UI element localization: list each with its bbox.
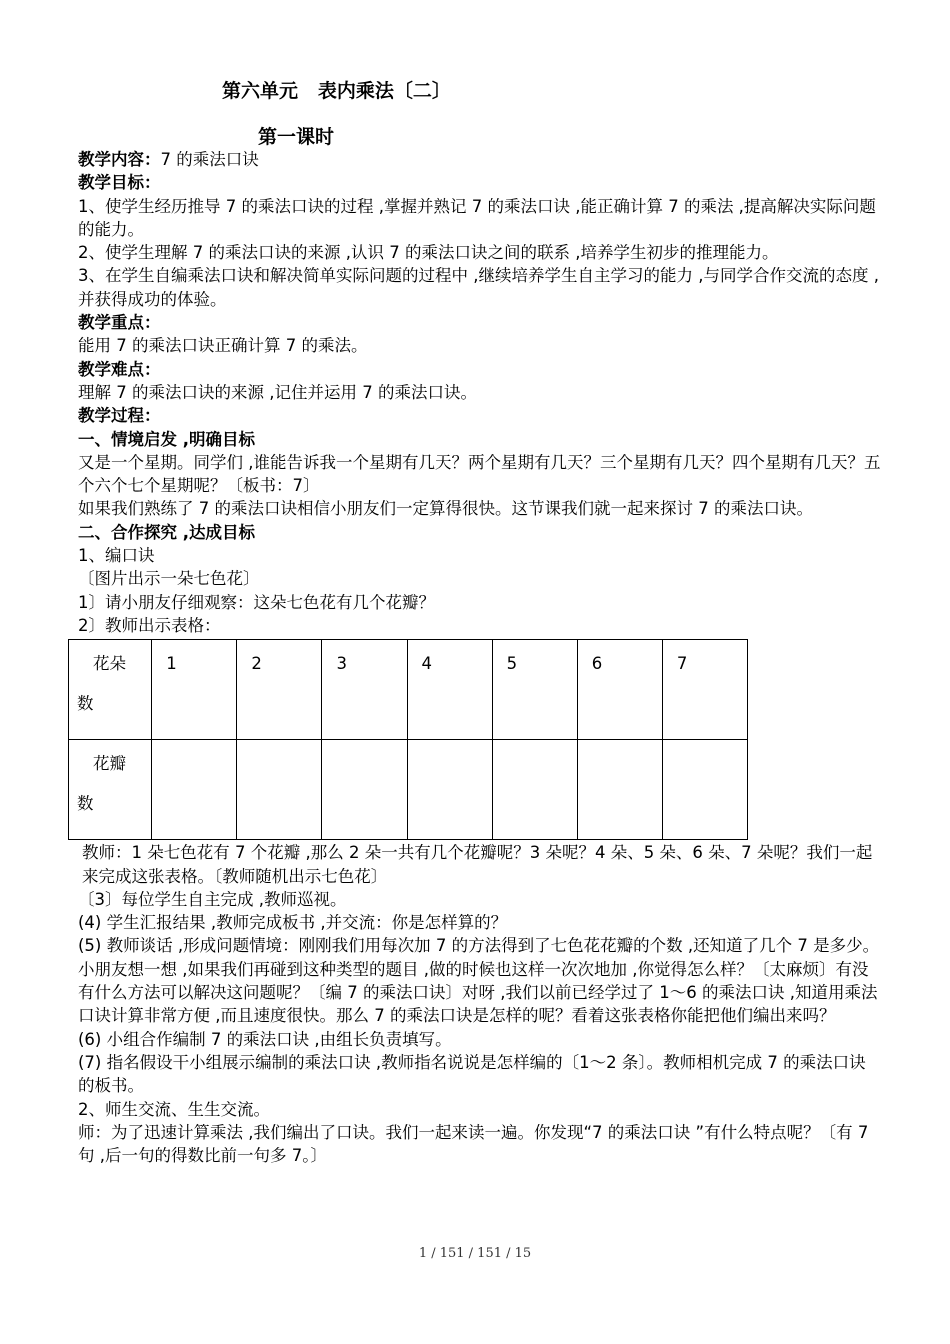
table-cell-empty <box>152 740 237 840</box>
key-point-text: 能用 7 的乘法口诀正确计算 7 的乘法。 <box>78 336 368 356</box>
section-2-heading: 二、合作探究 ,达成目标 <box>78 522 256 542</box>
after-table-line-5: (6) 小组合作编制 7 的乘法口诀 ,由组长负责填写。 <box>78 1029 452 1049</box>
section-1-heading: 一、情境启发 ,明确目标 <box>78 429 256 449</box>
table-cell-empty <box>662 740 747 840</box>
table-cell-number: 6 <box>577 640 662 740</box>
goal-item-1: 1、使学生经历推导 7 的乘法口诀的过程 ,掌握并熟记 7 的乘法口诀 ,能正确计算 7 的乘法 ,提高解决实际问题的能力。 <box>78 196 876 239</box>
content-value: 7 的乘法口诀 <box>160 150 259 169</box>
table-cell-empty <box>407 740 492 840</box>
table-cell-number: 7 <box>662 640 747 740</box>
content-label: 教学内容： <box>78 150 161 169</box>
section-1-paragraph-1: 又是一个星期。同学们 ,谁能告诉我一个星期有几天？两个星期有几天？三个星期有几天？四个星期有几天？五个六个七个星期呢？〔板书：7〕 <box>78 452 881 496</box>
table-cell-empty <box>322 740 407 840</box>
section-1-paragraph-2: 如果我们熟练了 7 的乘法口诀相信小朋友们一定算得很快。这节课我们就一起来探讨 7 的乘法口诀。 <box>78 499 813 519</box>
goal-item-2: 2、使学生理解 7 的乘法口诀的来源 ,认识 7 的乘法口诀之间的联系 ,培养学生初步的推理能力。 <box>78 243 779 263</box>
unit-title: 第六单元 表内乘法〔二〕 <box>222 80 451 102</box>
goals-label: 教学目标： <box>78 173 161 193</box>
table-cell-number: 3 <box>322 640 407 740</box>
table-cell-number: 2 <box>237 640 322 740</box>
goal-item-3: 3、在学生自编乘法口诀和解决简单实际问题的过程中 ,继续培养学生自主学习的能力 ,与同学合作交流的态度 ,并获得成功的体验。 <box>78 266 879 309</box>
after-table-line-3: (4) 学生汇报结果 ,教师完成板书 ,并交流：你是怎样算的？ <box>78 913 508 933</box>
table-cell-number: 1 <box>152 640 237 740</box>
difficulty-label: 教学难点： <box>78 359 161 379</box>
lesson-subtitle: 第一课时 <box>258 126 335 148</box>
section-2-line-3: 1〕请小朋友仔细观察：这朵七色花有几个花瓣？ <box>78 592 435 612</box>
table-cell-empty <box>577 740 662 840</box>
difficulty-text: 理解 7 的乘法口诀的来源 ,记住并运用 7 的乘法口诀。 <box>78 382 477 402</box>
after-table-line-4: (5) 教师谈话 ,形成问题情境：刚刚我们用每次加 7 的方法得到了七色花花瓣的个数 ,还知道了几个 7 是多少。小朋友想一想 ,如果我们再碰到这种类型的题目 ,做的时候也这样一次次地加 ,你觉得怎么样？〔太麻烦〕有没有什么方法可以解决这问题呢？〔编 7 的乘法口诀〕对呀 ,我们以前已经学过了 1～6 的乘法口诀 ,知道用乘法口诀计算非常方便 ,而且速度很快。那么 7 的乘法口诀是怎样的呢？看着这张表格你能把他们编出来吗？ <box>78 936 880 1026</box>
table-row-petals <box>69 740 748 840</box>
table-cell-empty <box>237 740 322 840</box>
page-number: 1 / 151 / 151 / 15 <box>418 1246 532 1261</box>
after-table-line-7: 2、师生交流、生生交流。 <box>78 1099 270 1119</box>
key-point-label: 教学重点： <box>78 313 161 333</box>
row-header-flowers: 花朵 数 <box>69 640 152 740</box>
after-table-line-1: 教师：1 朵七色花有 7 个花瓣 ,那么 2 朵一共有几个花瓣呢？3 朵呢？4 朵、5 朵、6 朵、7 朵呢？我们一起来完成这张表格。〔教师随机出示七色花〕 <box>82 843 873 886</box>
after-table-line-8: 师：为了迅速计算乘法 ,我们编出了口诀。我们一起来读一遍。你发现“7 的乘法口诀 ”有什么特点呢？〔有 7 句 ,后一句的得数比前一句多 7。〕 <box>78 1122 869 1166</box>
content-line <box>68 148 882 171</box>
after-table-line-2: 〔3〕每位学生自主完成 ,教师巡视。 <box>78 889 347 909</box>
table-cell-empty <box>492 740 577 840</box>
document-body <box>68 148 882 1167</box>
section-2-line-2: 〔图片出示一朵七色花〕 <box>78 569 260 589</box>
section-2-line-4: 2〕教师出示表格： <box>78 615 221 635</box>
row-header-petals: 花瓣 数 <box>69 740 152 840</box>
table-cell-number: 4 <box>407 640 492 740</box>
table-cell-number: 5 <box>492 640 577 740</box>
flower-petal-table <box>68 639 748 840</box>
section-2-line-1: 1、编口诀 <box>78 546 155 566</box>
table-row-flowers <box>69 640 748 740</box>
process-label: 教学过程： <box>78 406 161 426</box>
after-table-line-6: (7) 指名假设干小组展示编制的乘法口诀 ,教师指名说说是怎样编的〔1～2 条〕。教师相机完成 7 的乘法口诀的板书。 <box>78 1052 866 1096</box>
